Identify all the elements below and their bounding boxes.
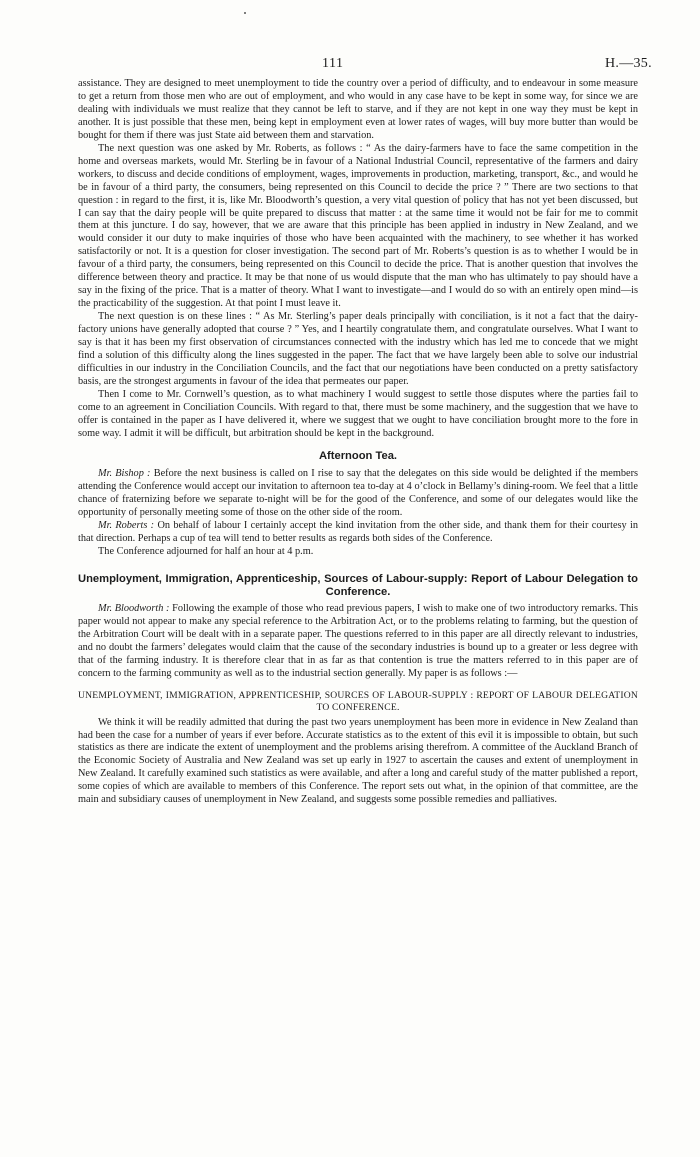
roberts-paragraph (78, 520, 638, 546)
bishop-paragraph (78, 468, 638, 520)
speaker-bloodworth: Mr. Bloodworth : (98, 602, 170, 614)
bloodworth-remarks: Following the example of those who read previous papers, I wish to make one of two introductory remarks. This paper would not appear to make any special reference to the Arbitration Act, or to the problems relating to farming, but the question of the Arbitration Court will be dealt with in a separate paper. The questions referred to in this paper are all directly relevant to industries, and no doubt the farmers’ delegates would claim that the cause of the secondary industries is bound up to a greater or less degree with that of the farming industry. It is therefore clear that in as far as that contention is true the matters referred to in this paper are of concern to the farming community as well as to the industrial section generally. My paper is as follows :— (78, 602, 638, 679)
roberts-remarks: On behalf of labour I certainly accept the kind invitation from the other side, and thank them for their courtesy in that direction. Perhaps a cup of tea will tend to better results as regards both sides of the Conference. (78, 520, 638, 544)
page-number: 111 (322, 56, 344, 71)
speaker-bishop: Mr. Bishop : (98, 468, 151, 480)
report-caps-title: UNEMPLOYMENT, IMMIGRATION, APPRENTICESHIP, SOURCES OF LABOUR-SUPPLY : REPORT OF LABOUR DELEGATION TO CONFERENCE. (78, 689, 638, 714)
adjournment-note: The Conference adjourned for half an hour at 4 p.m. (98, 545, 314, 557)
paragraph-conciliation-question: The next question is on these lines : “ As Mr. Sterling’s paper deals principally with conciliation, is it not a fact that the dairy-factory unions have generally adopted that course ? ” Yes, and I heartily congratulate them, and congratulate ourselves. What I want to say is that it has been my first observation of circumstances connected with the industry which has led me to concede that we might find a solution of this difficulty along the lines suggested in the paper. The fact that we have largely been able to solve our industrial difficulties in our industry in the Conciliation Councils, and the fact that our negotiations have been conducted on a pretty satisfactory basis, are the strongest arguments in favour of the idea that permeates our paper. (78, 311, 638, 387)
paragraph-cornwell-question: Then I come to Mr. Cornwell’s question, as to what machinery I would suggest to settle those disputes where the parties fail to come to an agreement in Conciliation Councils. With regard to that, there must be some machinery, and the suggestion that we have to offer is contained in the paper as I have delivered it, where we suggest that we ought to have conciliation brought more to the fore in some way. I admit it will be difficult, but arbitration should be kept in the background. (78, 388, 638, 439)
paragraph-assistance: assistance. They are designed to meet unemployment to tide the country over a period of difficulty, and to endeavour in some measure to get a return from those men who are out of employment, and who would in any case have to be kept in some way, for since we are dealing with individuals we must realize that they cannot be left to starve, and if they are not kept in one way they must be kept in another. It is just possible that these men, being kept in employment even at lower rates of wages, will buy more butter than would be bought for them if there was just State aid between them and starvation. (78, 78, 638, 141)
afternoon-tea-heading: Afternoon Tea. (318, 449, 398, 462)
text-column (78, 78, 638, 807)
ink-speck (244, 12, 246, 14)
paragraph-roberts-question: The next question was one asked by Mr. Roberts, as follows : “ As the dairy-farmers have to face the same competition in the home and overseas markets, would Mr. Sterling be in favour of a National Industrial Council, representative of the farmers and dairy workers, to discuss and decide conditions of employment, wages, improvements in production, marketing, transport, &c., and would he be in favour of a third party, the consumers, being represented on this Council to decide the price ? ” There are two sections to that question : in regard to the first, it is, like Mr. Bloodworth’s question, a very vital question of policy that has not yet been discussed, but I can say that the dairy people will be quite prepared to discuss that matter : at the same time it would not be fair for me to commit them at this juncture. I do say, however, that we are aware that this principle has been applied in industry in New Zealand, and we would consider it our duty to make inquiries of those who have been acquainted with the machinery, to see whether it has worked satisfactorily or not. It is a question for closer investigation. The second part of Mr. Roberts’s question is as to whether I would be in favour of a third party, the consumers, being represented on this Council to decide the price. That is another question that involves the difference between theory and practice. It may be that none of us would dispute that the man who has ultimately to pay should have a say in the fixing of the price. That is a matter of theory. What I want to investigate—and I would do so with an entirely open mind—is the practicability of the suggestion. At that point I must leave it. (78, 142, 638, 310)
bishop-remarks: Before the next business is called on I rise to say that the delegates on this side would be delighted if the members attending the Conference would accept our invitation to afternoon tea to-day at 4 o’clock in Bellamy’s dining-room. We feel that a little chance of fraternizing before we separate to-night will be for the good of the Conference, and some of our delegates would like the opportunity of personally meeting some of those on the other side of the room. (78, 468, 639, 519)
report-opening-paragraph: We think it will be readily admitted that during the past two years unemployment has been more in evidence in New Zealand than had been the case for a number of years if ever before. Accurate statistics as to the extent of this evil it is impossible to obtain, but such statistics as there are indicate the extent of unemployment and the problems arising therefrom. A committee of the Auckland Branch of the Economic Society of Australia and New Zealand was set up early in 1927 to ascertain the causes and extent of unemployment in New Zealand. It carefully examined such statistics as were available, and after a long and careful study of the matter published a report, some copies of which are available to members of this Conference. The report sets out what, in the opinion of that committee, are the main and subsidiary causes of unemployment in New Zealand, and suggests some possible remedies and palliatives. (78, 716, 638, 806)
report-section-heading: Unemployment, Immigration, Apprenticeship, Sources of Labour-supply: Report of Labour Delegation to Conference. (78, 572, 638, 599)
bloodworth-paragraph (78, 603, 638, 681)
speaker-roberts: Mr. Roberts : (98, 520, 155, 531)
document-code: H.—35. (605, 56, 652, 71)
